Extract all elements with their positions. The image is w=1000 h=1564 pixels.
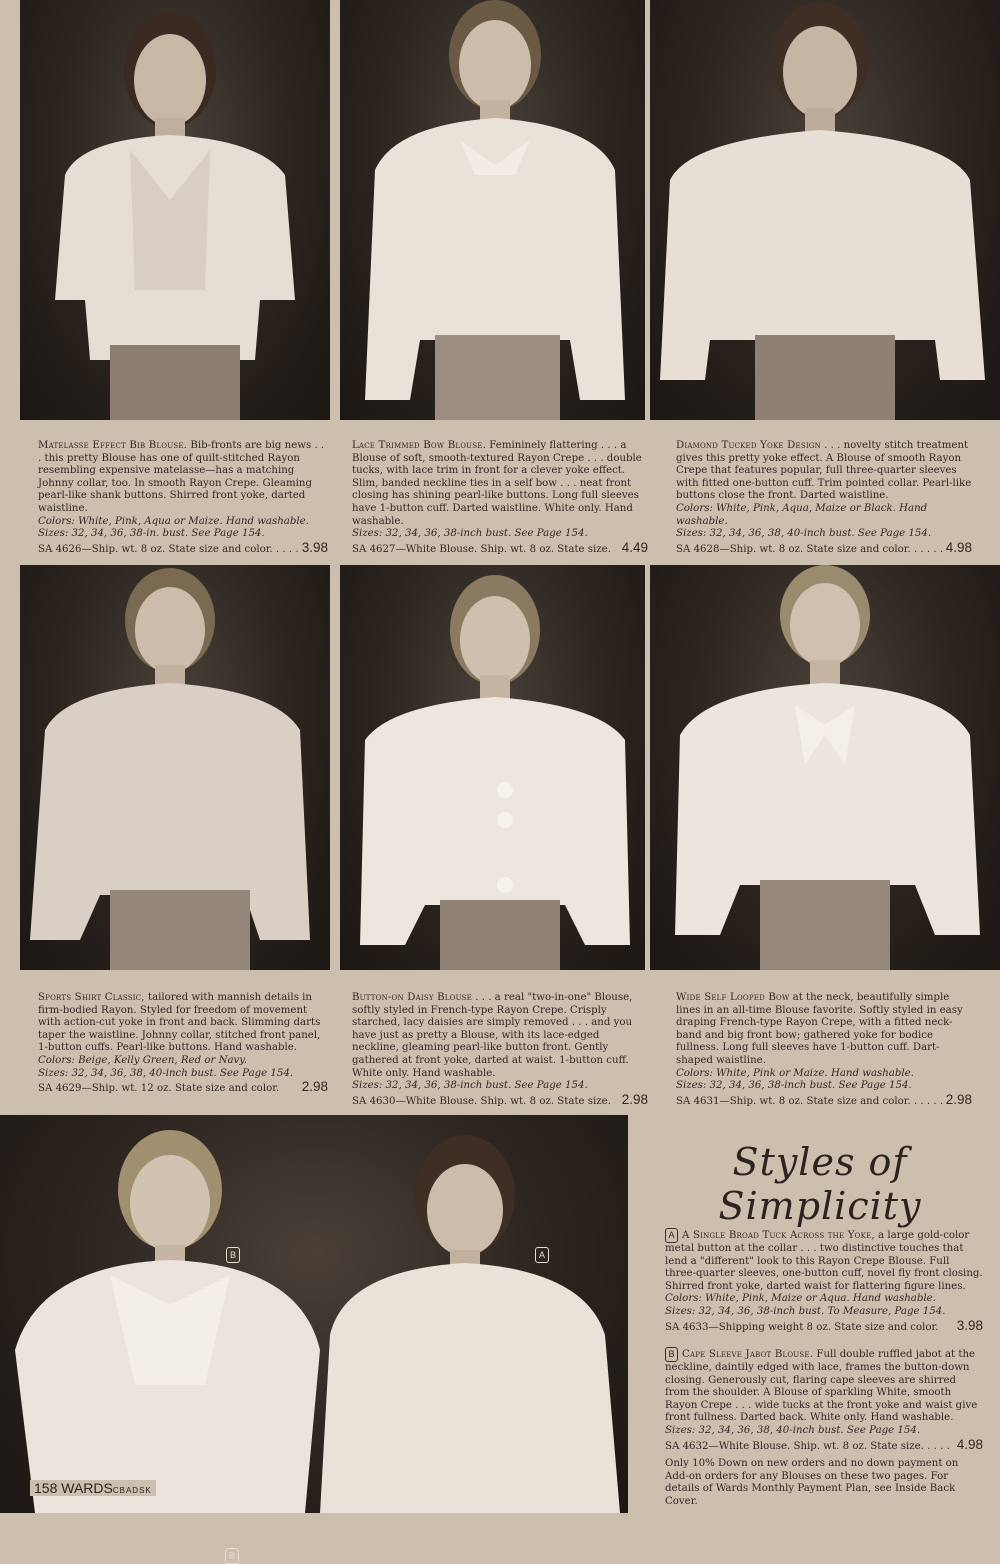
blouse-description: . . . a real "two-in-one" Blouse, softly styled in French-type Rayon Crepe. Crisply starched, lacy daisies are simply removed . . . and you have just as pretty a Blouse, with its lace-edged neckline, gleaming pearl-like button front. Gently gathered at front yoke, darted at waist. 1-button cuff. White only. Hand washable. — [352, 992, 633, 1079]
caption-sa4631 — [676, 992, 972, 1108]
price: 2.98 — [301, 1079, 328, 1095]
price: 4.49 — [621, 539, 648, 555]
blouse-description: at the neck, beautifully simple lines in an all-time Blouse favorite. Softly styled in easy draping French-type Rayon Crepe, with a fitted neck-band and big front bow; gathered yoke for bodice fullness. Long full sleeves have 1-button cuff. Dart-shaped waistline. — [676, 992, 963, 1066]
caption-sa4630 — [352, 992, 648, 1108]
blouse-sizes: Sizes: 32, 34, 36, 38-in. bust. See Page 154. — [38, 528, 265, 540]
blouse-title: Diamond Tucked Yoke Design — [676, 440, 821, 451]
blouse-title: Wide Self Looped Bow — [676, 992, 790, 1003]
caption-sa4632 — [665, 1347, 983, 1453]
price: 3.98 — [956, 1317, 983, 1333]
blouse-title: Sports Shirt Classic, — [38, 992, 145, 1003]
order-number: SA 4630—White Blouse. Ship. wt. 8 oz. State size. — [352, 1095, 611, 1107]
blouse-sizes: Sizes: 32, 34, 36, 38-inch bust. To Measure, Page 154. — [665, 1305, 946, 1317]
model-illustration-2 — [340, 0, 645, 420]
order-number: SA 4628—Ship. wt. 8 oz. State size and color. . . . . . — [676, 543, 944, 555]
order-number: SA 4632—White Blouse. Ship. wt. 8 oz. State size. . . . . — [665, 1440, 950, 1452]
payment-note — [665, 1458, 983, 1508]
blouse-colors: Colors: Beige, Kelly Green, Red or Navy. — [38, 1054, 247, 1066]
order-number: SA 4633—Shipping weight 8 oz. State size and color. — [665, 1321, 939, 1333]
blouse-sizes: Sizes: 32, 34, 36, 38, 40-inch bust. See Page 154. — [676, 528, 932, 540]
model-illustration-6 — [650, 565, 1000, 970]
photo-matelasse-blouse — [20, 0, 330, 420]
blouse-colors: Colors: White, Pink, Aqua or Maize. Hand washable. — [38, 515, 309, 527]
blouse-title: Matelasse Effect Bib Blouse. — [38, 440, 188, 451]
blouse-title: Cape Sleeve Jabot Blouse. — [682, 1349, 814, 1360]
price: 2.98 — [621, 1091, 648, 1107]
photo-looped-bow-blouse — [650, 565, 1000, 970]
caption-sa4626 — [38, 440, 328, 556]
photo-lace-bow-blouse — [340, 0, 645, 420]
price: 4.98 — [956, 1436, 983, 1452]
photo-badge-a-label: A — [535, 1247, 549, 1263]
blouse-description: . . . novelty stitch treatment gives this pretty yoke effect. A Blouse of smooth Rayon Crepe that features popular, full three-quarter sleeves with fitted one-button cuff. Trim pointed collar. Pearl-like buttons close the front. Darted waistline. — [676, 440, 972, 502]
brand-name: WARDS — [61, 1480, 113, 1496]
blouse-description: Femininely flattering . . . a Blouse of soft, smooth-textured Rayon Crepe . . . double tucks, with lace trim in front for a clever yoke effect. Slim, banded neckline ties in a self bow . . . neat front closing has shining pearl-like buttons. Long full sleeves have 1-button cuff. Darted waistline. White only. Hand washable. — [352, 440, 642, 527]
photo-diamond-tucked-blouse — [650, 0, 1000, 420]
price: 4.98 — [945, 539, 972, 555]
price: 3.98 — [301, 539, 328, 555]
photo-daisy-blouse — [340, 565, 645, 970]
model-illustration-5 — [340, 565, 645, 970]
blouse-sizes: Sizes: 32, 34, 36, 38-inch bust. See Page 154. — [352, 1080, 588, 1092]
blouse-colors: Colors: White, Pink, Aqua, Maize or Black. Hand washable. — [676, 502, 928, 527]
page-number: 158 — [34, 1480, 58, 1496]
price: 2.98 — [945, 1091, 972, 1107]
order-number: SA 4629—Ship. wt. 12 oz. State size and color. — [38, 1083, 280, 1095]
model-illustration-3 — [650, 0, 1000, 420]
blouse-sizes: Sizes: 32, 34, 36, 38-inch bust. See Page 154. — [352, 528, 588, 540]
model-illustration-7 — [0, 1115, 628, 1513]
caption-sa4627 — [352, 440, 648, 556]
page-footer — [30, 1480, 156, 1496]
blouse-description: Full double ruffled jabot at the neckline, daintily edged with lace, frames the button-down closing. Generously cut, flaring cape sleeves are shirred from the shoulder. A Blouse of sparkling White, smooth Rayon Crepe . . . wide tucks at the front yoke and waist give front fullness. Darted back. White only. Hand washable. — [665, 1349, 978, 1424]
letter-badge-a: A — [665, 1228, 678, 1243]
section-title: Styles of Simplicity — [718, 1140, 922, 1228]
blouse-description: Bib-fronts are big news . . . this pretty Blouse has one of quilt-stitched Rayon resembling expensive matelasse—has a matching Johnny collar, too. In smooth Rayon Crepe. Gleaming pearl-like shank buttons. Shirred front yoke, darted waistline. — [38, 440, 325, 514]
blouse-sizes: Sizes: 32, 34, 36, 38, 40-inch bust. See Page 154. — [665, 1424, 921, 1436]
blouse-title: Button-on Daisy Blouse — [352, 992, 472, 1003]
caption-sa4629 — [38, 992, 328, 1096]
blouse-sizes: Sizes: 32, 34, 36, 38-inch bust. See Page 154. — [676, 1080, 912, 1092]
blouse-description: a large gold-color metal button at the collar . . . two distinctive touches that lend a "different" look to this Rayon Crepe Blouse. Full three-quarter sleeves, one-button cuff, novel fly front closing. Shirred front yoke, darted waist for flattering figure lines. — [665, 1230, 983, 1292]
order-number: SA 4627—White Blouse. Ship. wt. 8 oz. State size. — [352, 543, 611, 555]
model-illustration-1 — [20, 0, 330, 420]
blouse-title: Lace Trimmed Bow Blouse. — [352, 440, 487, 451]
blouse-colors: Colors: White, Pink, Maize or Aqua. Hand washable. — [665, 1293, 936, 1305]
model-illustration-4 — [20, 565, 330, 970]
blouse-description: tailored with mannish details in firm-bodied Rayon. Styled for freedom of movement with action-cut yoke in front and back. Slimming darts taper the waistline. Johnny collar, stitched front panel, 1-button cuffs. Pearl-like buttons. Hand washable. — [38, 992, 321, 1054]
catalog-code: CBADSK — [112, 1486, 152, 1495]
blouse-colors: Colors: White, Pink or Maize. Hand washable. — [676, 1067, 914, 1079]
caption-sa4633 — [665, 1228, 983, 1334]
order-number: SA 4631—Ship. wt. 8 oz. State size and color. . . . . . — [676, 1095, 944, 1107]
photo-bottom-pair — [0, 1115, 628, 1561]
payment-note-text: Only 10% Down on new orders and no down payment on Add-on orders for any Blouses on these two pages. For details of Wards Monthly Payment Plan, see Inside Back Cover. — [665, 1458, 959, 1507]
blouse-title: A Single Broad Tuck Across the Yoke, — [682, 1230, 875, 1241]
photo-badge-b-label: B — [226, 1247, 240, 1263]
letter-badge-b: B — [665, 1347, 678, 1362]
order-number: SA 4626—Ship. wt. 8 oz. State size and color. . . . . — [38, 543, 299, 555]
photo-sports-shirt — [20, 565, 330, 970]
photo-badge-b: B — [225, 1548, 239, 1564]
blouse-sizes: Sizes: 32, 34, 36, 38, 40-inch bust. See Page 154. — [38, 1067, 294, 1079]
caption-sa4628 — [676, 440, 972, 556]
